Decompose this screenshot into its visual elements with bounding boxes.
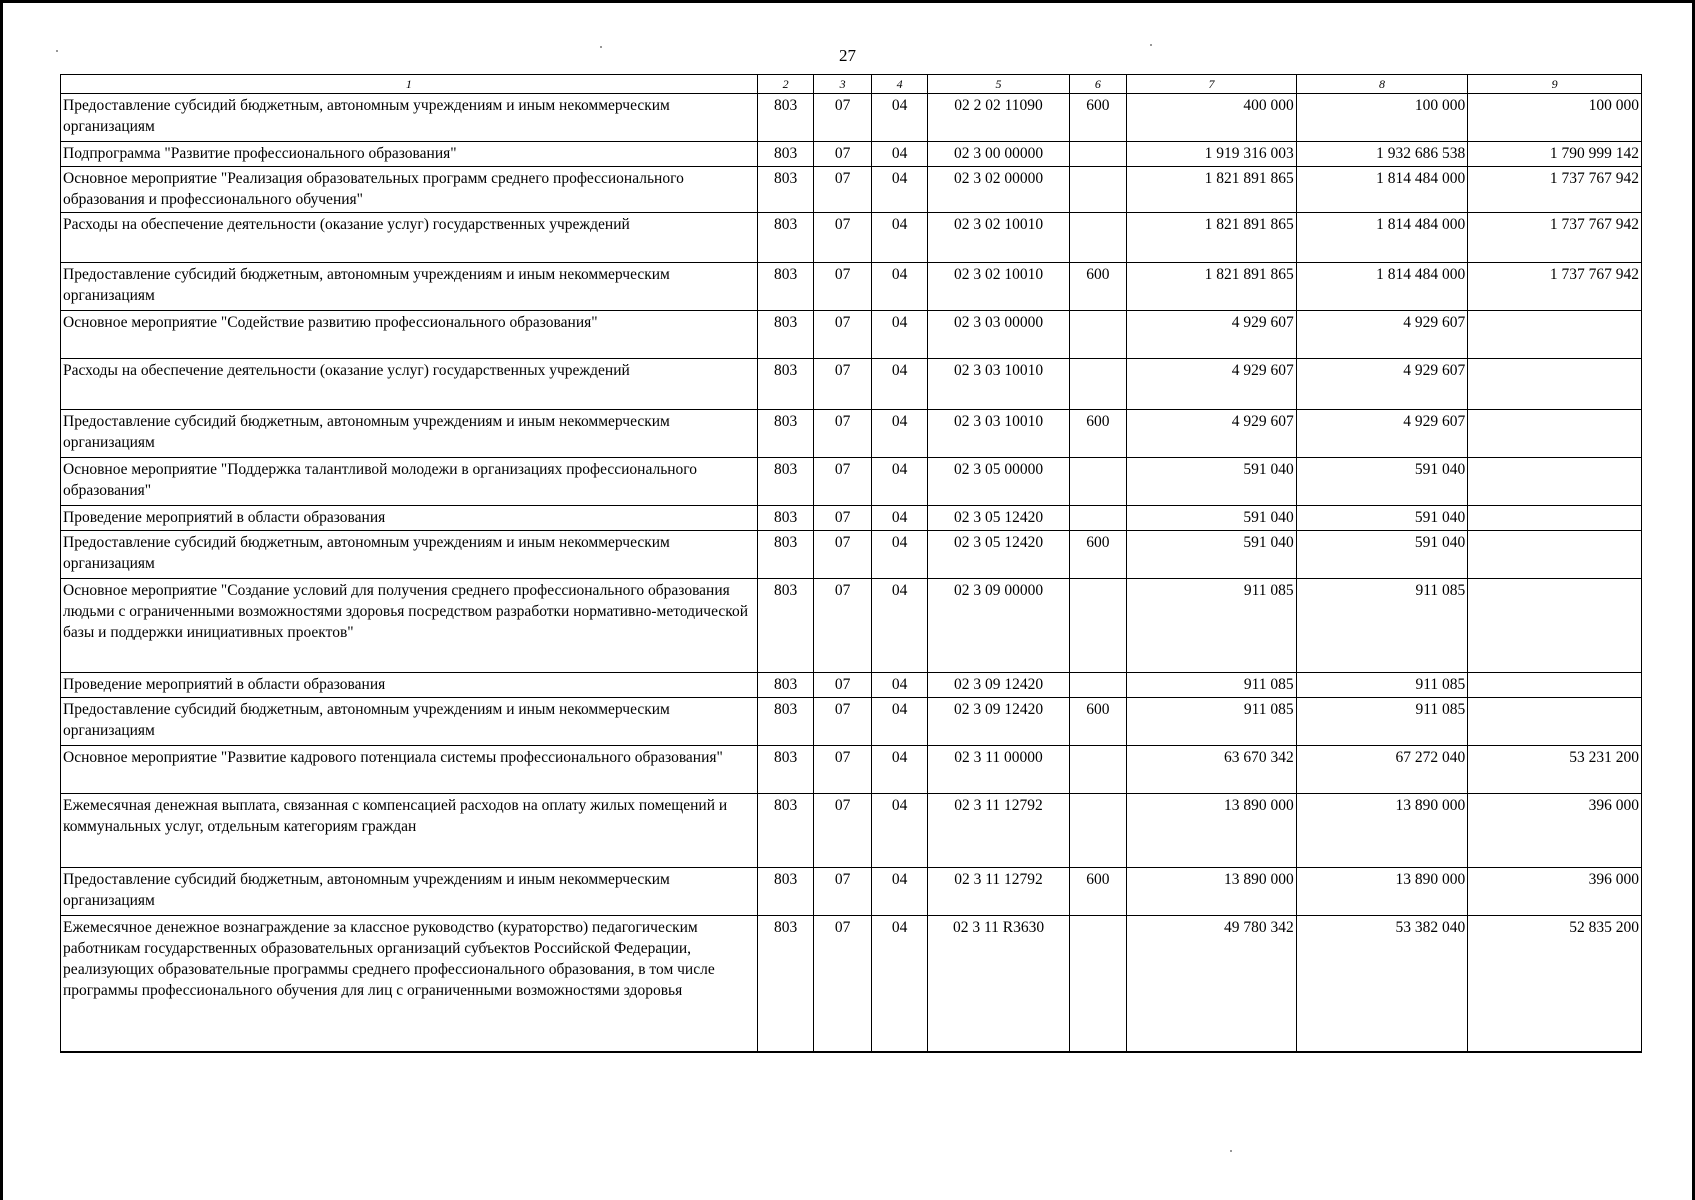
cell-amount-1: 1 821 891 865: [1127, 213, 1297, 263]
row-name: Проведение мероприятий в области образования: [61, 506, 758, 531]
cell-subsection: 04: [871, 506, 928, 531]
cell-subsection: 04: [871, 916, 928, 1052]
cell-subsection: 04: [871, 458, 928, 506]
cell-section: 07: [814, 868, 872, 916]
cell-amount-1: 4 929 607: [1127, 311, 1297, 359]
cell-target-article: 02 3 05 12420: [928, 506, 1069, 531]
cell-subsection: 04: [871, 359, 928, 410]
column-header: 3: [814, 75, 872, 94]
cell-target-article: 02 3 03 10010: [928, 359, 1069, 410]
table-row: [61, 531, 1642, 579]
cell-expense-type: [1069, 359, 1127, 410]
column-header: 1: [61, 75, 758, 94]
cell-amount-3: [1468, 359, 1642, 410]
table-row: [61, 868, 1642, 916]
scan-speck: [600, 46, 602, 48]
cell-target-article: 02 3 00 00000: [928, 142, 1069, 167]
cell-section: 07: [814, 531, 872, 579]
cell-ministry: 803: [757, 167, 814, 213]
cell-amount-1: 1 821 891 865: [1127, 167, 1297, 213]
table-row: [61, 698, 1642, 746]
cell-ministry: 803: [757, 531, 814, 579]
cell-target-article: 02 3 09 00000: [928, 579, 1069, 673]
cell-ministry: 803: [757, 698, 814, 746]
cell-amount-3: 396 000: [1468, 794, 1642, 868]
scan-speck: [1150, 44, 1152, 46]
row-name: Основное мероприятие "Содействие развитию профессионального образования": [61, 311, 758, 359]
row-name: Предоставление субсидий бюджетным, автономным учреждениям и иным некоммерческим организациям: [61, 698, 758, 746]
cell-amount-1: 911 085: [1127, 579, 1297, 673]
cell-amount-3: 396 000: [1468, 868, 1642, 916]
cell-target-article: 02 3 05 12420: [928, 531, 1069, 579]
page-number: 27: [839, 46, 856, 65]
cell-section: 07: [814, 916, 872, 1052]
cell-amount-3: [1468, 673, 1642, 698]
cell-amount-2: 591 040: [1296, 458, 1468, 506]
cell-amount-2: 13 890 000: [1296, 794, 1468, 868]
cell-amount-1: 49 780 342: [1127, 916, 1297, 1052]
cell-section: 07: [814, 359, 872, 410]
cell-expense-type: [1069, 142, 1127, 167]
cell-ministry: 803: [757, 746, 814, 794]
cell-amount-1: 13 890 000: [1127, 794, 1297, 868]
cell-amount-2: 911 085: [1296, 698, 1468, 746]
cell-subsection: 04: [871, 746, 928, 794]
row-name: Подпрограмма "Развитие профессионального образования": [61, 142, 758, 167]
cell-subsection: 04: [871, 868, 928, 916]
cell-amount-2: 4 929 607: [1296, 311, 1468, 359]
cell-amount-2: 13 890 000: [1296, 868, 1468, 916]
cell-subsection: 04: [871, 213, 928, 263]
cell-amount-2: 1 814 484 000: [1296, 213, 1468, 263]
cell-ministry: 803: [757, 94, 814, 142]
cell-subsection: 04: [871, 579, 928, 673]
cell-subsection: 04: [871, 167, 928, 213]
budget-table: [60, 74, 1642, 1053]
cell-ministry: 803: [757, 868, 814, 916]
cell-amount-2: 591 040: [1296, 506, 1468, 531]
cell-amount-2: 911 085: [1296, 579, 1468, 673]
cell-subsection: 04: [871, 311, 928, 359]
cell-section: 07: [814, 213, 872, 263]
cell-amount-1: 1 821 891 865: [1127, 263, 1297, 311]
table-row: [61, 142, 1642, 167]
cell-target-article: 02 3 05 00000: [928, 458, 1069, 506]
cell-amount-1: 400 000: [1127, 94, 1297, 142]
row-name: Расходы на обеспечение деятельности (оказание услуг) государственных учреждений: [61, 359, 758, 410]
cell-subsection: 04: [871, 531, 928, 579]
cell-target-article: 02 3 11 R3630: [928, 916, 1069, 1052]
cell-target-article: 02 3 09 12420: [928, 698, 1069, 746]
cell-ministry: 803: [757, 213, 814, 263]
cell-ministry: 803: [757, 311, 814, 359]
table-row: [61, 167, 1642, 213]
column-header: 6: [1069, 75, 1127, 94]
row-name: Основное мероприятие "Поддержка талантливой молодежи в организациях профессионального образования": [61, 458, 758, 506]
cell-amount-3: [1468, 531, 1642, 579]
row-name: Ежемесячное денежное вознаграждение за классное руководство (кураторство) педагогическим работникам государственных образовательных организаций субъектов Российской Федерации, реализующих образовательные программы среднего профессионального образования, в том числе программы профессионального обучения для лиц с ограниченными возможностями здоровья: [61, 916, 758, 1052]
cell-expense-type: 600: [1069, 868, 1127, 916]
cell-expense-type: [1069, 673, 1127, 698]
cell-target-article: 02 3 11 00000: [928, 746, 1069, 794]
cell-section: 07: [814, 579, 872, 673]
cell-section: 07: [814, 94, 872, 142]
table-row: [61, 410, 1642, 458]
cell-expense-type: [1069, 213, 1127, 263]
cell-amount-3: 100 000: [1468, 94, 1642, 142]
cell-target-article: 02 3 02 10010: [928, 213, 1069, 263]
scan-speck: [1230, 1150, 1232, 1152]
table-row: [61, 311, 1642, 359]
cell-amount-3: 1 737 767 942: [1468, 263, 1642, 311]
table-row: [61, 746, 1642, 794]
cell-amount-1: 1 919 316 003: [1127, 142, 1297, 167]
cell-amount-1: 13 890 000: [1127, 868, 1297, 916]
cell-amount-2: 1 814 484 000: [1296, 263, 1468, 311]
cell-expense-type: 600: [1069, 410, 1127, 458]
cell-section: 07: [814, 142, 872, 167]
table-row: [61, 94, 1642, 142]
row-name: Основное мероприятие "Реализация образовательных программ среднего профессионального образования и профессионального обучения": [61, 167, 758, 213]
row-name: Предоставление субсидий бюджетным, автономным учреждениям и иным некоммерческим организациям: [61, 868, 758, 916]
cell-expense-type: [1069, 311, 1127, 359]
cell-amount-3: [1468, 579, 1642, 673]
cell-expense-type: [1069, 794, 1127, 868]
cell-subsection: 04: [871, 410, 928, 458]
cell-ministry: 803: [757, 410, 814, 458]
cell-amount-1: 4 929 607: [1127, 359, 1297, 410]
cell-ministry: 803: [757, 579, 814, 673]
cell-ministry: 803: [757, 916, 814, 1052]
cell-subsection: 04: [871, 698, 928, 746]
cell-ministry: 803: [757, 263, 814, 311]
cell-amount-1: 591 040: [1127, 458, 1297, 506]
row-name: Ежемесячная денежная выплата, связанная с компенсацией расходов на оплату жилых помещений и коммунальных услуг, отдельным категориям граждан: [61, 794, 758, 868]
cell-amount-1: 63 670 342: [1127, 746, 1297, 794]
cell-amount-3: 52 835 200: [1468, 916, 1642, 1052]
cell-amount-3: 1 737 767 942: [1468, 167, 1642, 213]
row-name: Проведение мероприятий в области образования: [61, 673, 758, 698]
row-name: Предоставление субсидий бюджетным, автономным учреждениям и иным некоммерческим организациям: [61, 410, 758, 458]
table-row: [61, 506, 1642, 531]
cell-subsection: 04: [871, 142, 928, 167]
column-number-row: [61, 75, 1642, 94]
cell-amount-3: [1468, 410, 1642, 458]
cell-ministry: 803: [757, 506, 814, 531]
cell-target-article: 02 3 03 10010: [928, 410, 1069, 458]
cell-amount-3: 53 231 200: [1468, 746, 1642, 794]
row-name: Предоставление субсидий бюджетным, автономным учреждениям и иным некоммерческим организациям: [61, 263, 758, 311]
row-name: Основное мероприятие "Развитие кадрового потенциала системы профессионального образования": [61, 746, 758, 794]
column-header: 8: [1296, 75, 1468, 94]
cell-section: 07: [814, 311, 872, 359]
cell-amount-3: [1468, 458, 1642, 506]
table-row: [61, 359, 1642, 410]
row-name: Предоставление субсидий бюджетным, автономным учреждениям и иным некоммерческим организациям: [61, 531, 758, 579]
cell-ministry: 803: [757, 359, 814, 410]
cell-amount-2: 591 040: [1296, 531, 1468, 579]
table-row: [61, 794, 1642, 868]
cell-expense-type: 600: [1069, 531, 1127, 579]
cell-amount-2: 1 814 484 000: [1296, 167, 1468, 213]
cell-subsection: 04: [871, 673, 928, 698]
cell-amount-2: 911 085: [1296, 673, 1468, 698]
cell-expense-type: [1069, 746, 1127, 794]
cell-subsection: 04: [871, 94, 928, 142]
cell-expense-type: [1069, 506, 1127, 531]
table-row: [61, 458, 1642, 506]
cell-amount-1: 591 040: [1127, 506, 1297, 531]
cell-target-article: 02 3 02 10010: [928, 263, 1069, 311]
cell-target-article: 02 3 09 12420: [928, 673, 1069, 698]
cell-amount-2: 67 272 040: [1296, 746, 1468, 794]
table-row: [61, 263, 1642, 311]
scan-border-top: [0, 0, 1695, 3]
table-row: [61, 213, 1642, 263]
cell-target-article: 02 3 03 00000: [928, 311, 1069, 359]
cell-ministry: 803: [757, 673, 814, 698]
cell-expense-type: 600: [1069, 698, 1127, 746]
cell-amount-2: 100 000: [1296, 94, 1468, 142]
cell-subsection: 04: [871, 263, 928, 311]
cell-section: 07: [814, 458, 872, 506]
cell-amount-3: 1 737 767 942: [1468, 213, 1642, 263]
cell-amount-2: 53 382 040: [1296, 916, 1468, 1052]
cell-amount-1: 911 085: [1127, 698, 1297, 746]
cell-ministry: 803: [757, 458, 814, 506]
column-header: 4: [871, 75, 928, 94]
cell-target-article: 02 3 11 12792: [928, 794, 1069, 868]
cell-subsection: 04: [871, 794, 928, 868]
cell-amount-2: 1 932 686 538: [1296, 142, 1468, 167]
cell-expense-type: [1069, 458, 1127, 506]
cell-section: 07: [814, 746, 872, 794]
cell-amount-3: [1468, 506, 1642, 531]
scan-speck: [56, 50, 58, 52]
cell-section: 07: [814, 794, 872, 868]
scan-border-left: [0, 0, 3, 1200]
cell-target-article: 02 3 02 00000: [928, 167, 1069, 213]
row-name: Предоставление субсидий бюджетным, автономным учреждениям и иным некоммерческим организациям: [61, 94, 758, 142]
cell-ministry: 803: [757, 794, 814, 868]
column-header: 7: [1127, 75, 1297, 94]
cell-amount-2: 4 929 607: [1296, 359, 1468, 410]
cell-amount-3: 1 790 999 142: [1468, 142, 1642, 167]
cell-section: 07: [814, 167, 872, 213]
cell-amount-2: 4 929 607: [1296, 410, 1468, 458]
cell-section: 07: [814, 698, 872, 746]
cell-amount-3: [1468, 698, 1642, 746]
cell-ministry: 803: [757, 142, 814, 167]
column-header: 2: [757, 75, 814, 94]
cell-expense-type: [1069, 167, 1127, 213]
cell-target-article: 02 3 11 12792: [928, 868, 1069, 916]
cell-amount-1: 591 040: [1127, 531, 1297, 579]
table-row: [61, 579, 1642, 673]
table-row: [61, 673, 1642, 698]
row-name: Основное мероприятие "Создание условий для получения среднего профессионального образования людьми с ограниченными возможностями здоровья посредством разработки нормативно-методической базы и поддержки инициативных проектов": [61, 579, 758, 673]
cell-section: 07: [814, 263, 872, 311]
cell-section: 07: [814, 506, 872, 531]
cell-section: 07: [814, 673, 872, 698]
table-row: [61, 916, 1642, 1052]
cell-expense-type: [1069, 579, 1127, 673]
column-header: 5: [928, 75, 1069, 94]
cell-section: 07: [814, 410, 872, 458]
column-header: 9: [1468, 75, 1642, 94]
cell-expense-type: [1069, 916, 1127, 1052]
cell-amount-3: [1468, 311, 1642, 359]
row-name: Расходы на обеспечение деятельности (оказание услуг) государственных учреждений: [61, 213, 758, 263]
cell-expense-type: 600: [1069, 263, 1127, 311]
cell-amount-1: 911 085: [1127, 673, 1297, 698]
cell-amount-1: 4 929 607: [1127, 410, 1297, 458]
cell-target-article: 02 2 02 11090: [928, 94, 1069, 142]
table-body: [61, 94, 1642, 1052]
cell-expense-type: 600: [1069, 94, 1127, 142]
